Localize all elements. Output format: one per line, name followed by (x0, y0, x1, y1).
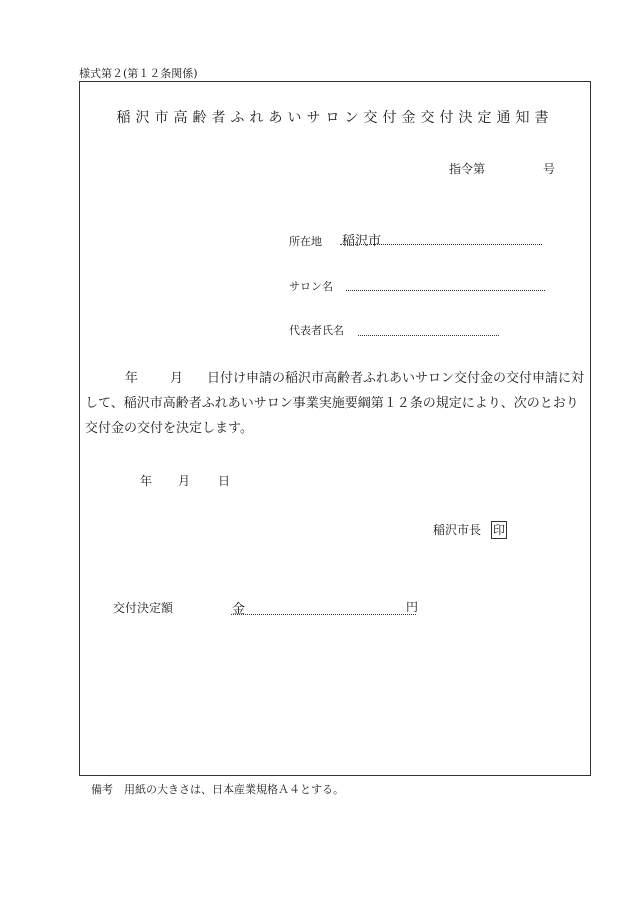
body-month: 月 (170, 371, 184, 386)
issue-number (449, 160, 555, 177)
location-label: 所在地 (289, 235, 322, 248)
representative-underline (358, 335, 499, 336)
issue-number-prefix: 指令第 (449, 162, 486, 176)
body-text: 日付け申請の稲沢市高齢者ふれあいサロン交付金の交付申請に対して、稲沢市高齢者ふれあいサロン事業実施要綱第１２条の規定により、次のとおり交付金の交付を決定します。 (85, 371, 585, 436)
amount-prefix: 金 (232, 602, 246, 617)
location-value[interactable]: 稲沢市 (342, 234, 382, 249)
date-year: 年 (140, 474, 153, 488)
representative-label: 代表者氏名 (289, 324, 344, 337)
date-day: 日 (218, 474, 231, 488)
amount-underline (231, 614, 416, 615)
salon-name-label: サロン名 (289, 280, 333, 293)
amount-unit: 円 (406, 600, 419, 614)
grant-amount-label: 交付決定額 (113, 601, 174, 615)
seal-stamp-box: 印 (493, 523, 506, 537)
issue-number-suffix: 号 (543, 162, 556, 176)
issuer (433, 521, 507, 539)
location-underline (340, 244, 542, 245)
body-year: 年 (125, 371, 139, 386)
notice-body (85, 366, 587, 441)
issuer-name: 稲沢市長 (433, 523, 482, 537)
salon-name-underline (346, 290, 545, 291)
form-number-label: 様式第２(第１２条関係) (79, 67, 198, 80)
issue-date (140, 472, 230, 489)
footnote: 備考 用紙の大きさは、日本産業規格Ａ４とする。 (91, 783, 344, 796)
document-title: 稲沢市高齢者ふれあいサロン交付金交付決定通知書 (116, 110, 554, 126)
date-month: 月 (178, 474, 191, 488)
